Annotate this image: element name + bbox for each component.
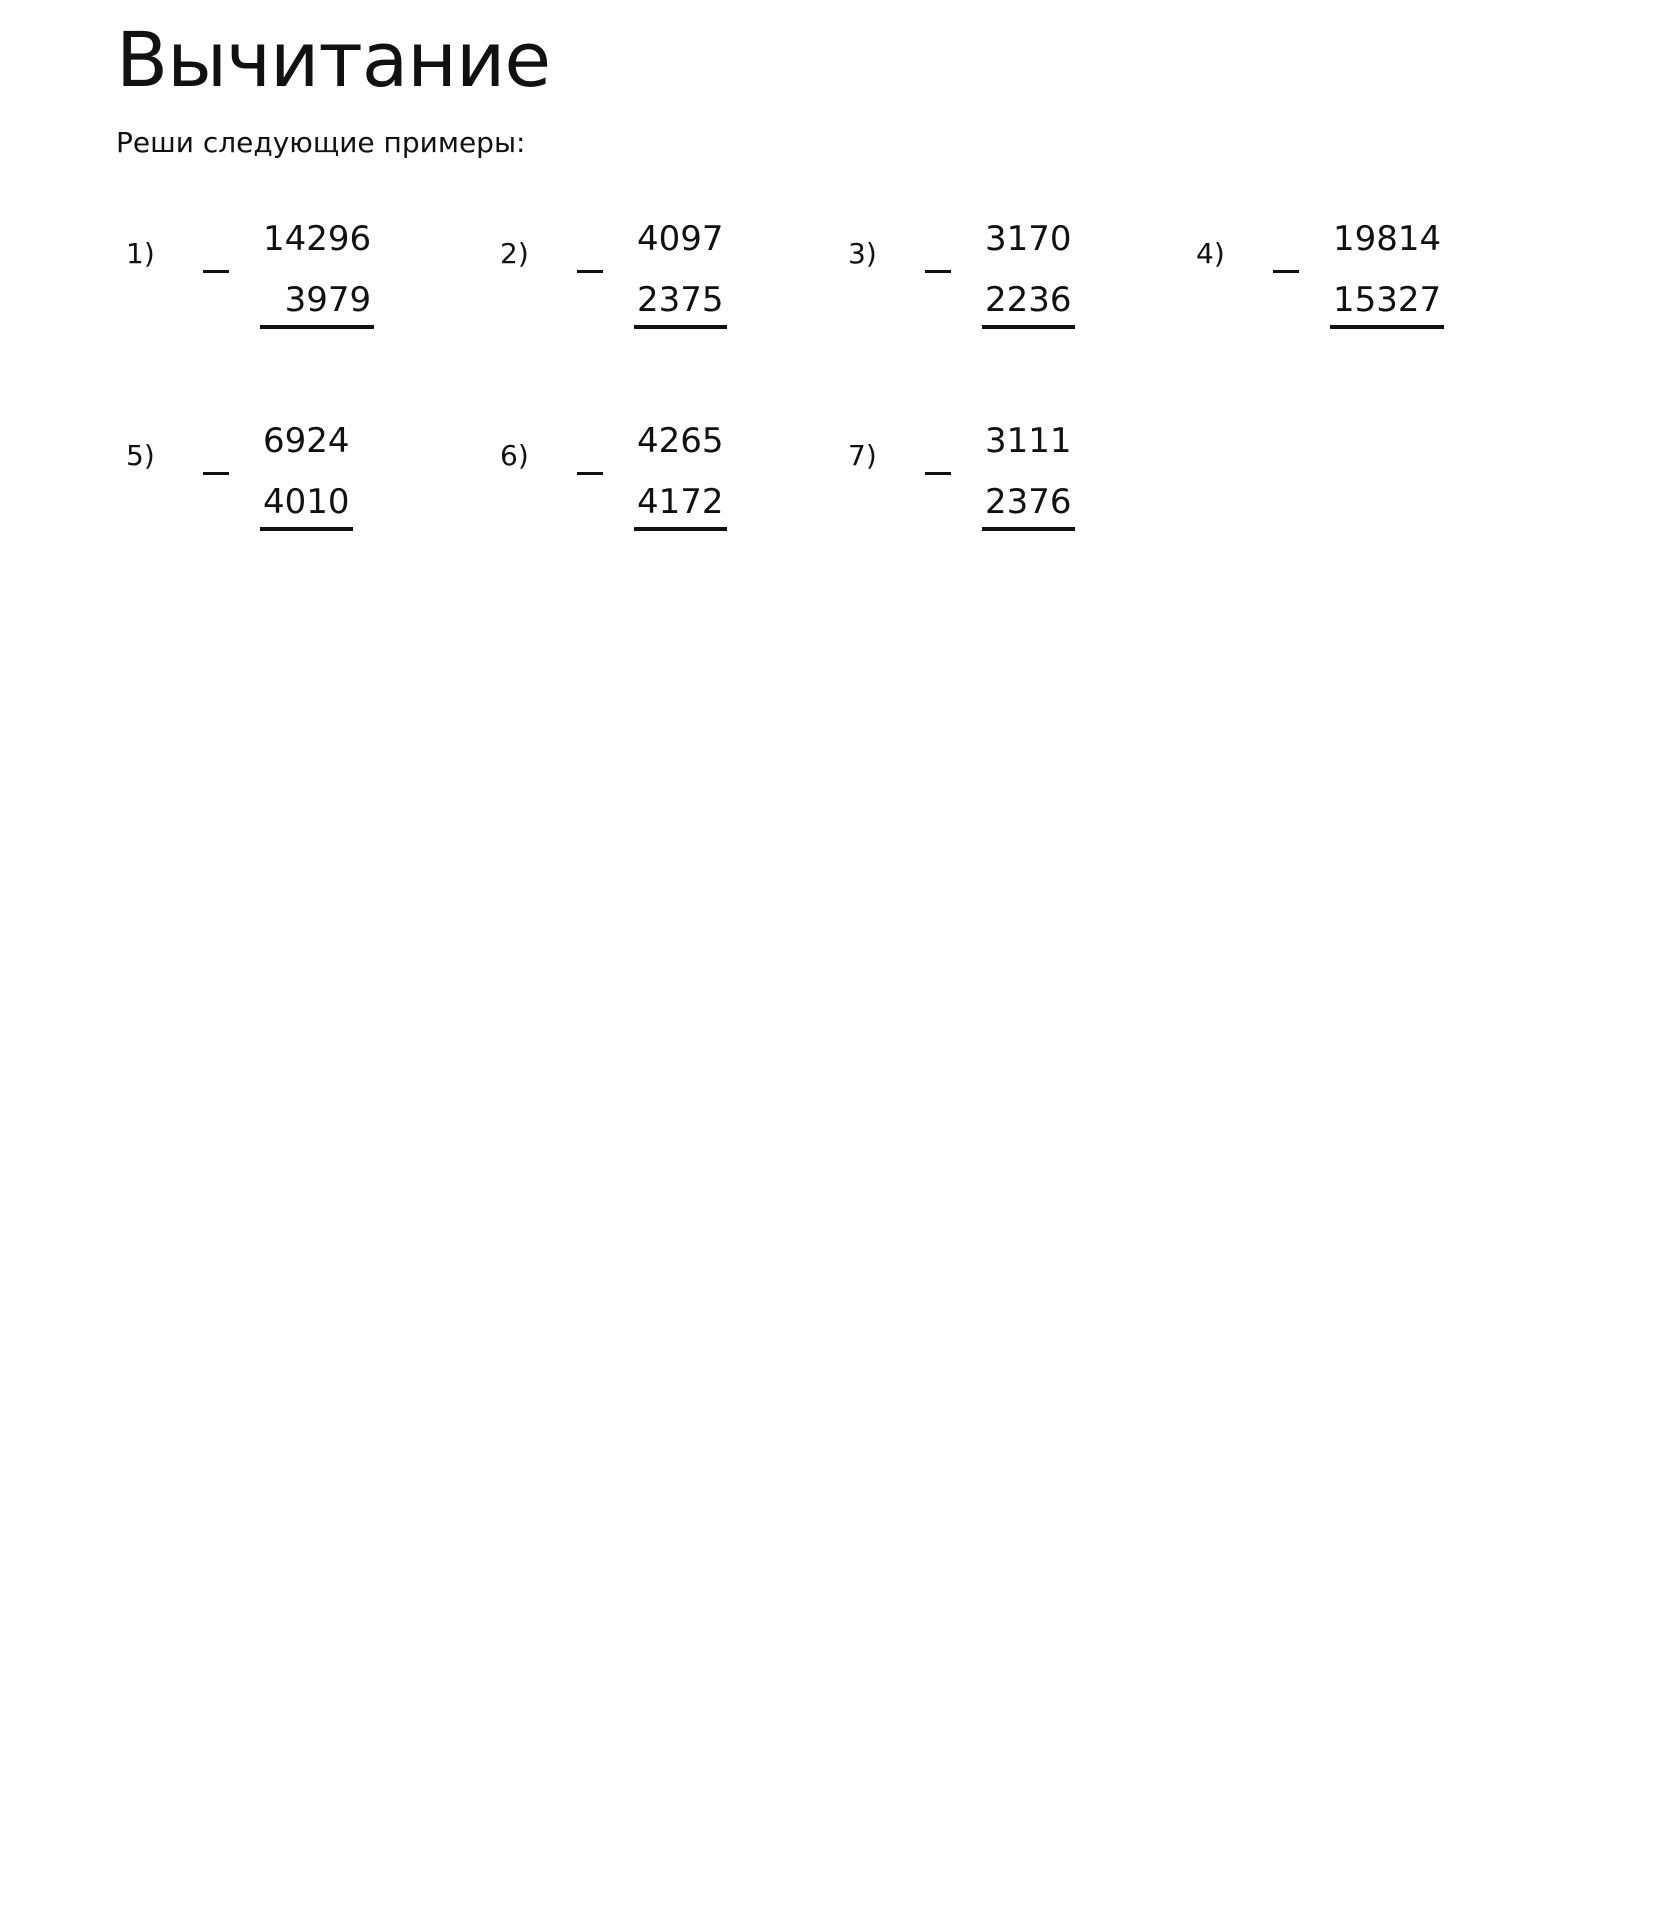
minuend: 3111 xyxy=(985,421,1072,461)
problem-number: 7) xyxy=(848,439,877,472)
instruction-text: Реши следующие примеры: xyxy=(116,126,526,159)
subtrahend: 2375 xyxy=(634,283,727,329)
problem-number: 6) xyxy=(500,439,529,472)
problem-number: 3) xyxy=(848,237,877,270)
minus-sign xyxy=(577,270,603,273)
problem-2 xyxy=(490,219,810,362)
subtrahend: 4010 xyxy=(260,485,353,531)
subtrahend: 2236 xyxy=(982,283,1075,329)
minus-sign xyxy=(203,270,229,273)
minuend: 6924 xyxy=(263,421,350,461)
problem-number: 5) xyxy=(126,439,155,472)
problem-number: 2) xyxy=(500,237,529,270)
problem-number: 4) xyxy=(1196,237,1225,270)
problem-7 xyxy=(838,421,1158,564)
subtrahend: 4172 xyxy=(634,485,727,531)
minuend: 3170 xyxy=(985,219,1072,259)
problem-1 xyxy=(116,219,436,362)
minus-sign xyxy=(925,472,951,475)
operands xyxy=(260,421,353,531)
subtrahend: 2376 xyxy=(982,485,1075,531)
operands xyxy=(982,219,1075,329)
problem-5 xyxy=(116,421,436,564)
minus-sign xyxy=(1273,270,1299,273)
problem-3 xyxy=(838,219,1158,362)
minus-sign xyxy=(925,270,951,273)
operands xyxy=(634,421,727,531)
operands xyxy=(1330,219,1444,329)
problem-4 xyxy=(1186,219,1506,362)
operands xyxy=(260,219,374,329)
subtrahend: 15327 xyxy=(1330,283,1444,329)
operands xyxy=(634,219,727,329)
minuend: 4097 xyxy=(637,219,724,259)
minus-sign xyxy=(577,472,603,475)
minus-sign xyxy=(203,472,229,475)
minuend: 19814 xyxy=(1333,219,1442,259)
subtrahend: 3979 xyxy=(260,283,374,329)
problem-6 xyxy=(490,421,810,564)
operands xyxy=(982,421,1075,531)
problem-number: 1) xyxy=(126,237,155,270)
page-title: Вычитание xyxy=(116,15,551,104)
minuend: 4265 xyxy=(637,421,724,461)
minuend: 14296 xyxy=(263,219,372,259)
